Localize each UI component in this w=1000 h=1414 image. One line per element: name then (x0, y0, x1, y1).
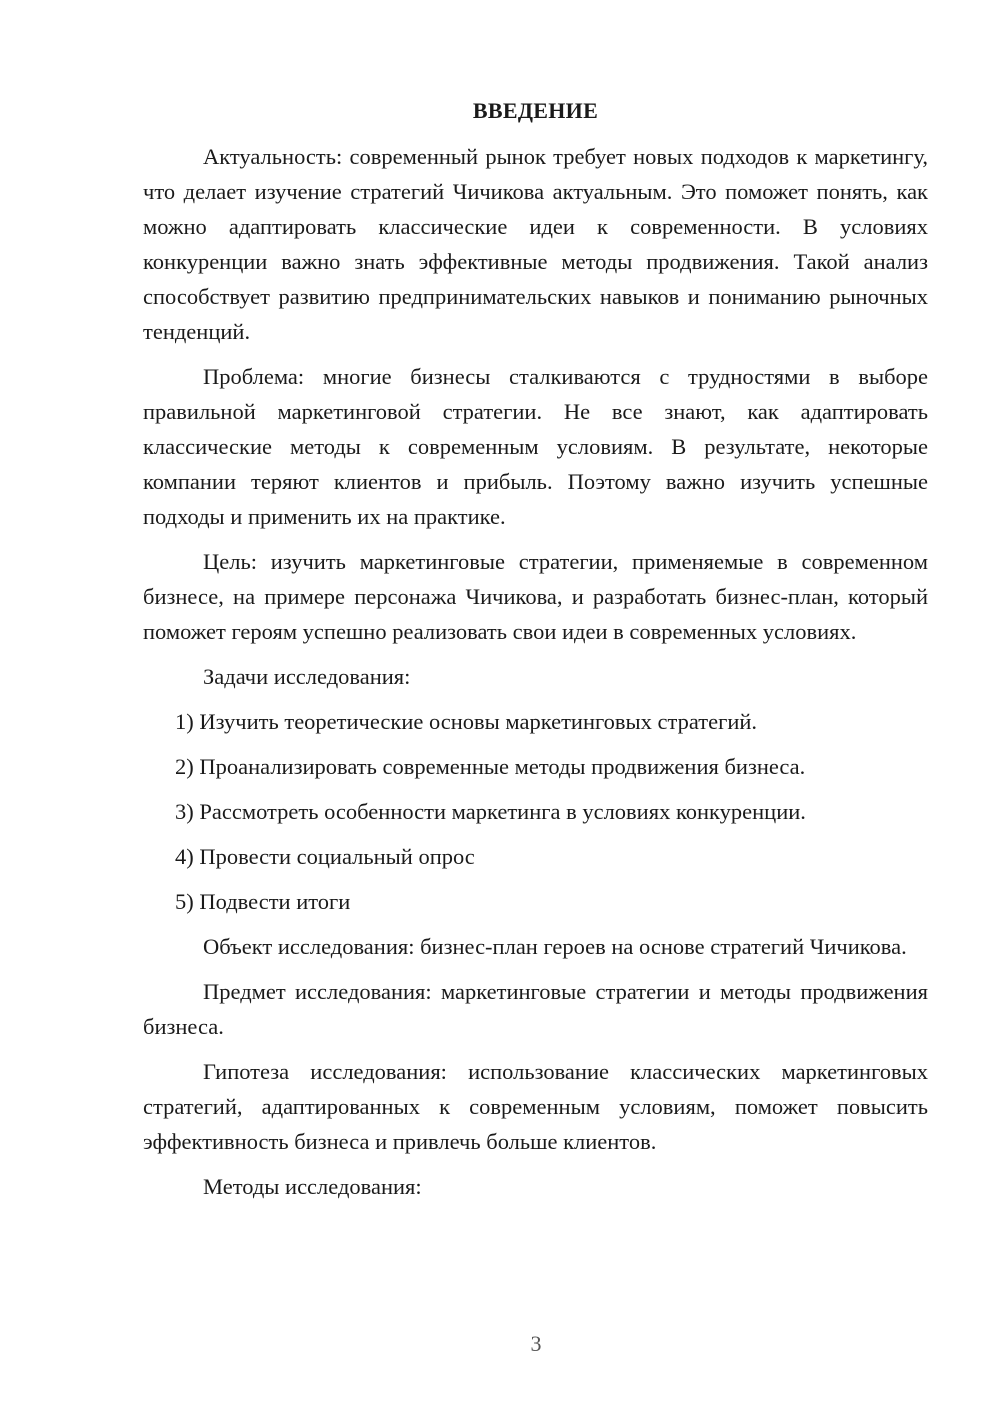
section-heading: ВВЕДЕНИЕ (472, 98, 599, 123)
tasks-list (143, 704, 928, 919)
page-number: 3 (530, 1331, 542, 1356)
task-item-4: 4) Провести социальный опрос (175, 844, 475, 869)
hypothesis-paragraph: Гипотеза исследования: использование классических маркетинговых стратегий, адаптированных к современным условиям, поможет повысить эффективность бизнеса и привлечь больше клиентов. (143, 1059, 928, 1154)
problem-paragraph: Проблема: многие бизнесы сталкиваются с трудностями в выборе правильной маркетинговой стратегии. Не все знают, как адаптировать классические методы к современным условиям. В результате, некоторые компании теряют клиентов и прибыль. Поэтому важно изучить успешные подходы и применить их на практике. (143, 364, 928, 529)
document-page (143, 96, 928, 1214)
task-item-3: 3) Рассмотреть особенности маркетинга в условиях конкуренции. (175, 799, 806, 824)
task-item-2: 2) Проанализировать современные методы продвижения бизнеса. (175, 754, 806, 779)
goal-paragraph: Цель: изучить маркетинговые стратегии, применяемые в современном бизнесе, на примере персонажа Чичикова, и разработать бизнес-план, который поможет героям успешно реализовать свои идеи в современных условиях. (143, 549, 928, 644)
methods-title: Методы исследования: (203, 1174, 422, 1199)
subject-paragraph: Предмет исследования: маркетинговые стратегии и методы продвижения бизнеса. (143, 979, 928, 1039)
task-item-5: 5) Подвести итоги (175, 889, 351, 914)
relevance-paragraph: Актуальность: современный рынок требует новых подходов к маркетингу, что делает изучение стратегий Чичикова актуальным. Это поможет понять, как можно адаптировать классические идеи к современности. В условиях конкуренции важно знать эффективные методы продвижения. Такой анализ способствует развитию предпринимательских навыков и пониманию рыночных тенденций. (143, 144, 928, 344)
task-item-1: 1) Изучить теоретические основы маркетинговых стратегий. (175, 709, 758, 734)
tasks-title: Задачи исследования: (203, 664, 411, 689)
object-paragraph: Объект исследования: бизнес-план героев на основе стратегий Чичикова. (203, 934, 907, 959)
